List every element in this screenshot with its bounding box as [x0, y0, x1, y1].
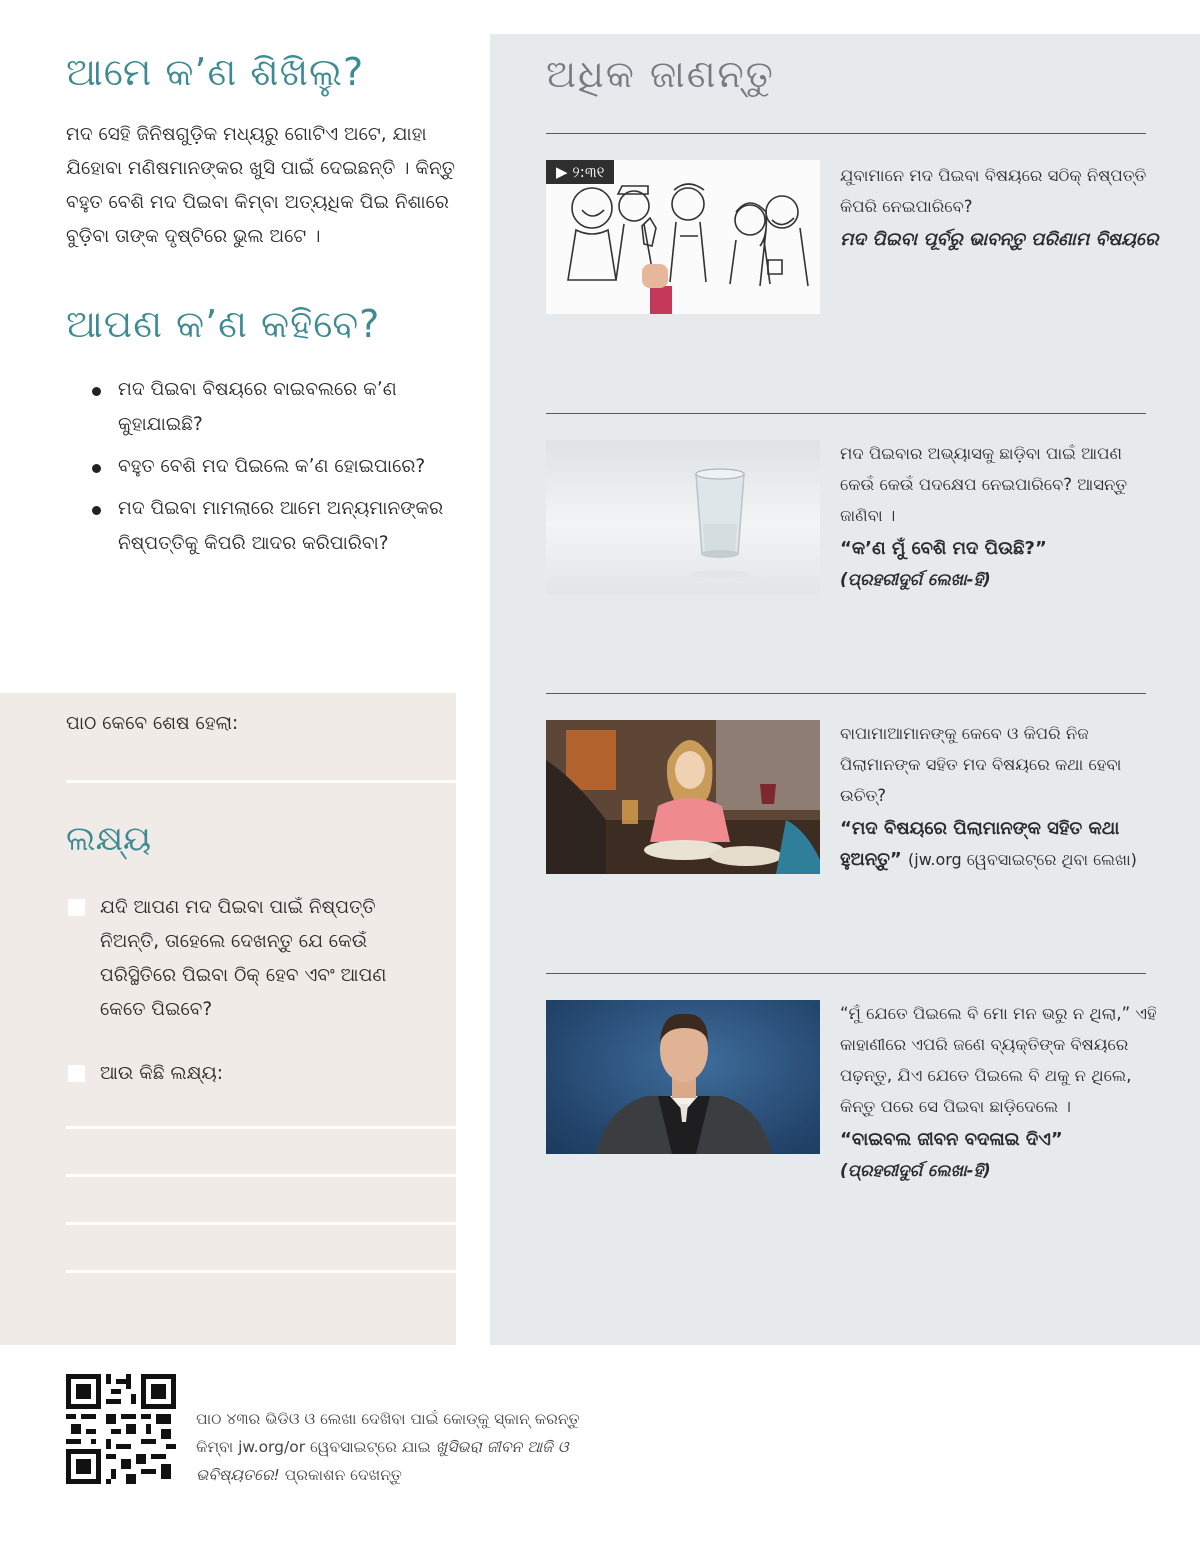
divider — [546, 973, 1146, 974]
footer-suffix: ପ୍ରକାଶନ ଦେଖନ୍ତୁ — [279, 1466, 402, 1484]
question-text: ମଦ ପିଇବା ବିଷୟରେ ବାଇବଲରେ କʼଣ କୁହାଯାଇଛି? — [118, 379, 397, 435]
entry-title: “ମଦ ବିଷୟରେ ପିଲାମାନଙ୍କ ସହିତ କଥା ହୁଅନ୍ତୁ” — [840, 818, 1120, 870]
checkbox[interactable] — [68, 1065, 85, 1082]
question-text: ବହୁତ ବେଶି ମଦ ପିଇଲେ କʼଣ ହୋଇପାରେ? — [118, 456, 426, 477]
entry-title-link[interactable]: “ବାଇବଲ ଜୀବନ ବଦଳାଇ ଦିଏ” — [840, 1129, 1063, 1150]
writing-line[interactable] — [66, 1126, 456, 1129]
entry-description: “ମୁଁ ଯେତେ ପିଇଲେ ବି ମୋ ମନ ଭରୁ ନ ଥିଲା,” ଏହି କାହାଣୀରେ ଏପରି ଜଣେ ବ୍ୟକ୍ତିଙ୍କ ବିଷୟରେ ପଢ଼ନ୍ତୁ, ଯିଏ ଯେତେ ପିଇଲେ ବି ଥକୁ ନ ଥିଲେ, କିନ୍ତୁ ପରେ ସେ ପିଇବା ଛାଡ଼ିଦେଲେ । — [840, 1004, 1157, 1116]
goal-panel — [0, 693, 456, 1345]
entry-source: (jw.org ୱେବସାଇଟ୍‌ରେ ଥିବା ଲେଖା) — [908, 850, 1137, 869]
learn-more-heading: ଅଧିକ ଜାଣନ୍ତୁ — [546, 52, 775, 96]
goal-item — [66, 1057, 436, 1091]
entry-source: (ପ୍ରହରୀଦୁର୍ଗ ଲେଖା-ହି) — [840, 570, 991, 589]
video-thumbnail[interactable] — [546, 160, 820, 314]
learn-heading: ଆମେ କʼଣ ଶିଖିଲୁ? — [66, 50, 365, 94]
glass-image — [546, 440, 820, 594]
entry-description: ମଦ ପିଇବାର ଅଭ୍ୟାସକୁ ଛାଡ଼ିବା ପାଇଁ ଆପଣ କେଉଁ କେଉଁ ପଦକ୍ଷେପ ନେଇପାରିବେ? ଆସନ୍ତୁ ଜାଣିବା । — [840, 444, 1128, 525]
goal-text: ଯଦି ଆପଣ ମଦ ପିଇବା ପାଇଁ ନିଷ୍ପତ୍ତି ନିଅନ୍ତି, ତାହେଲେ ଦେଖନ୍ତୁ ଯେ କେଉଁ ପରିସ୍ଥିତିରେ ପିଇବା ଠିକ୍ ହେବ ଏବଂ ଆପଣ କେତେ ପିଇବେ? — [100, 897, 387, 1020]
qr-code-icon — [66, 1374, 176, 1484]
portrait-photo[interactable] — [546, 1000, 820, 1154]
dinner-image — [546, 720, 820, 874]
glass-photo[interactable] — [546, 440, 820, 594]
goal-text: ଆଉ କିଛି ଲକ୍ଷ୍ୟ: — [100, 1063, 224, 1084]
divider — [546, 133, 1146, 134]
writing-line[interactable] — [66, 1174, 456, 1177]
bullet-icon — [92, 387, 101, 396]
footer-note — [196, 1405, 616, 1489]
question-text: ମଦ ପିଇବା ମାମଲାରେ ଆମେ ଅନ୍ୟମାନଙ୍କର ନିଷ୍ପତ୍ତିକୁ କିପରି ଆଦର କରିପାରିବା? — [118, 498, 444, 554]
list-item — [92, 491, 462, 561]
entry-title-link[interactable] — [840, 813, 1160, 875]
divider — [546, 693, 1146, 694]
entry-title-link[interactable]: “କʼଣ ମୁଁ ବେଶି ମଦ ପିଉଛି?” — [840, 538, 1047, 559]
completion-date-label: ପାଠ କେବେ ଶେଷ ହେଲା: — [66, 713, 239, 734]
goal-heading: ଲକ୍ଷ୍ୟ — [66, 819, 152, 859]
portrait-image — [546, 1000, 820, 1154]
entry-2-text — [840, 438, 1160, 595]
review-questions — [92, 372, 462, 568]
learn-summary: ମଦ ସେହି ଜିନିଷଗୁଡ଼ିକ ମଧ୍ୟରୁ ଗୋଟିଏ ଅଟେ, ଯାହା ଯିହୋବା ମଣିଷମାନଙ୍କର ଖୁସି ପାଇଁ ଦେଇଛନ୍ତି । କିନ୍ତୁ ବହୁତ ବେଶି ମଦ ପିଇବା କିମ୍ବା ଅତ୍ୟଧିକ ପିଇ ନିଶାରେ ବୁଡ଼ିବା ତାଙ୍କ ଦୃଷ୍ଟିରେ ଭୁଲ ଅଟେ । — [66, 124, 455, 247]
entry-description: ବାପାମାଆମାନଙ୍କୁ କେବେ ଓ କିପରି ନିଜ ପିଲାମାନଙ୍କ ସହିତ ମଦ ବିଷୟରେ କଥା ହେବା ଉଚିତ୍? — [840, 724, 1122, 805]
goal-item — [66, 891, 436, 1027]
writing-line[interactable] — [66, 1222, 456, 1225]
bullet-icon — [92, 506, 101, 515]
family-dinner-photo[interactable] — [546, 720, 820, 874]
publication-title: ଖୁସିଭରା ଜୀବନ ଆଜି ଓ ଭବିଷ୍ୟତରେ! — [196, 1438, 569, 1484]
qr-code[interactable] — [66, 1374, 176, 1484]
entry-description: ଯୁବାମାନେ ମଦ ପିଇବା ବିଷୟରେ ସଠିକ୍ ନିଷ୍ପତ୍ତି କିପରି ନେଇପାରିବେ? — [840, 166, 1147, 216]
writing-line[interactable] — [66, 1270, 456, 1273]
entry-3-text — [840, 718, 1160, 875]
entry-4-text — [840, 998, 1160, 1186]
video-duration: ▶ ୨:୩୧ — [546, 160, 614, 184]
list-item — [92, 372, 462, 442]
divider — [546, 413, 1146, 414]
review-heading: ଆପଣ କʼଣ କହିବେ? — [66, 302, 381, 346]
entry-source: (ପ୍ରହରୀଦୁର୍ଗ ଲେଖା-ହି) — [840, 1161, 991, 1180]
checkbox[interactable] — [68, 899, 85, 916]
list-item — [92, 449, 462, 484]
completion-date-line[interactable] — [66, 780, 456, 783]
entry-1-text — [840, 160, 1160, 255]
entry-title-link[interactable]: ମଦ ପିଇବା ପୂର୍ବରୁ ଭାବନ୍ତୁ ପରିଣାମ ବିଷୟରେ — [840, 229, 1159, 250]
learn-more-panel — [490, 34, 1200, 1345]
bullet-icon — [92, 464, 101, 473]
footer-instruction: ପାଠ ୪୩ର ଭିଡିଓ ଓ ଲେଖା ଦେଖିବା ପାଇଁ କୋଡ୍‌କୁ ସ୍କାନ୍ କରନ୍ତୁ କିମ୍ବା jw.org/or ୱେବସାଇଟ୍‌ରେ ଯାଇ — [196, 1410, 580, 1456]
